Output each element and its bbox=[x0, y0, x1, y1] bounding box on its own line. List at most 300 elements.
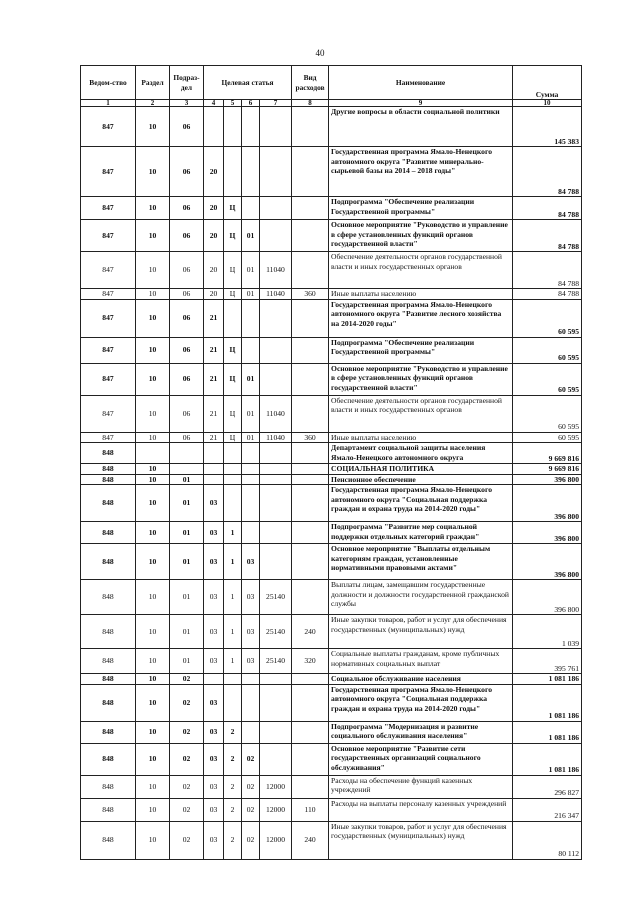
target-activity-cell bbox=[242, 464, 260, 475]
amount-cell: 60 595 bbox=[513, 363, 582, 395]
item-name-cell: Иные закупки товаров, работ и услуг для обеспечения государственных (муниципальных) нужд bbox=[329, 615, 513, 649]
item-name-cell: Государственная программа Ямало-Ненецкого автономного округа "Развитие лесного хозяйства на 2014-2020 годы" bbox=[329, 299, 513, 337]
target-subprogram-cell: 1 bbox=[224, 580, 242, 615]
dept-cell: 848 bbox=[81, 649, 136, 674]
expense-type-cell bbox=[292, 474, 329, 485]
item-name-cell: Обеспечение деятельности органов государственной власти и иных государственных органов bbox=[329, 252, 513, 289]
amount-cell: 396 800 bbox=[513, 522, 582, 544]
item-name-cell: Пенсионное обеспечение bbox=[329, 474, 513, 485]
table-row bbox=[81, 485, 582, 522]
target-activity-cell: 01 bbox=[242, 289, 260, 300]
target-program-cell: 03 bbox=[204, 580, 224, 615]
dept-cell: 847 bbox=[81, 363, 136, 395]
amount-cell: 1 081 186 bbox=[513, 743, 582, 775]
section-cell: 10 bbox=[136, 299, 170, 337]
dept-cell: 848 bbox=[81, 821, 136, 859]
amount-cell: 9 669 816 bbox=[513, 443, 582, 464]
target-direction-cell bbox=[260, 337, 292, 363]
target-subprogram-cell: 2 bbox=[224, 775, 242, 798]
dept-cell: 847 bbox=[81, 147, 136, 197]
subsection-cell: 06 bbox=[170, 395, 204, 432]
amount-cell: 1 081 186 bbox=[513, 674, 582, 685]
dept-cell: 847 bbox=[81, 299, 136, 337]
table-row bbox=[81, 474, 582, 485]
target-program-cell: 03 bbox=[204, 615, 224, 649]
subsection-cell: 01 bbox=[170, 522, 204, 544]
target-activity-cell bbox=[242, 107, 260, 147]
section-cell: 10 bbox=[136, 337, 170, 363]
expense-type-cell: 240 bbox=[292, 821, 329, 859]
expense-type-cell: 240 bbox=[292, 615, 329, 649]
target-activity-cell: 01 bbox=[242, 432, 260, 443]
target-activity-cell: 01 bbox=[242, 363, 260, 395]
expense-type-cell bbox=[292, 220, 329, 252]
target-subprogram-cell: 1 bbox=[224, 615, 242, 649]
target-direction-cell: 25140 bbox=[260, 615, 292, 649]
item-name-cell: Расходы на обеспечение функций казенных учреждений bbox=[329, 775, 513, 798]
subsection-cell: 06 bbox=[170, 363, 204, 395]
item-name-cell: Государственная программа Ямало-Ненецкого автономного округа "Социальная поддержка граждан и охрана труда на 2014-2020 годы" bbox=[329, 684, 513, 721]
amount-cell: 80 112 bbox=[513, 821, 582, 859]
item-name-cell: Иные закупки товаров, работ и услуг для обеспечения государственных (муниципальных) нужд bbox=[329, 821, 513, 859]
target-program-cell bbox=[204, 464, 224, 475]
expense-type-cell bbox=[292, 395, 329, 432]
section-cell: 10 bbox=[136, 544, 170, 580]
column-number: 9 bbox=[329, 100, 513, 107]
target-direction-cell bbox=[260, 474, 292, 485]
subsection-cell: 06 bbox=[170, 197, 204, 220]
column-number: 5 bbox=[224, 100, 242, 107]
item-name-cell: Расходы на выплаты персоналу казенных учреждений bbox=[329, 798, 513, 821]
expense-type-cell bbox=[292, 443, 329, 464]
amount-cell: 396 800 bbox=[513, 580, 582, 615]
table-row bbox=[81, 464, 582, 475]
table-row bbox=[81, 363, 582, 395]
column-number: 3 bbox=[170, 100, 204, 107]
target-program-cell bbox=[204, 474, 224, 485]
item-name-cell: Иные выплаты населению bbox=[329, 289, 513, 300]
target-subprogram-cell bbox=[224, 474, 242, 485]
table-row bbox=[81, 432, 582, 443]
target-subprogram-cell: Ц bbox=[224, 363, 242, 395]
section-cell: 10 bbox=[136, 522, 170, 544]
expense-type-cell: 320 bbox=[292, 649, 329, 674]
dept-cell: 848 bbox=[81, 684, 136, 721]
amount-cell: 1 081 186 bbox=[513, 721, 582, 743]
dept-cell: 848 bbox=[81, 580, 136, 615]
table-row bbox=[81, 721, 582, 743]
column-number: 1 bbox=[81, 100, 136, 107]
target-activity-cell: 03 bbox=[242, 544, 260, 580]
amount-cell: 396 800 bbox=[513, 544, 582, 580]
table-row bbox=[81, 395, 582, 432]
subsection-cell bbox=[170, 464, 204, 475]
subsection-cell: 02 bbox=[170, 775, 204, 798]
dept-cell: 848 bbox=[81, 721, 136, 743]
item-name-cell: Государственная программа Ямало-Ненецкого автономного округа "Развитие минерально-сырьевой базы на 2014 – 2018 годы" bbox=[329, 147, 513, 197]
amount-cell: 216 347 bbox=[513, 798, 582, 821]
header-section: Раздел bbox=[136, 66, 170, 100]
subsection-cell: 06 bbox=[170, 107, 204, 147]
target-subprogram-cell: Ц bbox=[224, 197, 242, 220]
section-cell: 10 bbox=[136, 395, 170, 432]
target-direction-cell bbox=[260, 147, 292, 197]
target-direction-cell bbox=[260, 674, 292, 685]
expense-type-cell: 360 bbox=[292, 432, 329, 443]
dept-cell: 848 bbox=[81, 474, 136, 485]
column-number: 10 bbox=[513, 100, 582, 107]
table-row bbox=[81, 798, 582, 821]
target-direction-cell bbox=[260, 485, 292, 522]
subsection-cell: 06 bbox=[170, 147, 204, 197]
target-program-cell: 03 bbox=[204, 649, 224, 674]
target-program-cell: 20 bbox=[204, 220, 224, 252]
target-subprogram-cell: Ц bbox=[224, 220, 242, 252]
target-program-cell: 20 bbox=[204, 289, 224, 300]
dept-cell: 847 bbox=[81, 220, 136, 252]
section-cell: 10 bbox=[136, 649, 170, 674]
target-activity-cell bbox=[242, 147, 260, 197]
dept-cell: 847 bbox=[81, 197, 136, 220]
table-row bbox=[81, 147, 582, 197]
item-name-cell: Департамент социальной защиты населения Ямало-Ненецкого автономного округа bbox=[329, 443, 513, 464]
table-row bbox=[81, 821, 582, 859]
target-subprogram-cell bbox=[224, 147, 242, 197]
target-program-cell: 20 bbox=[204, 252, 224, 289]
column-number: 4 bbox=[204, 100, 224, 107]
target-direction-cell bbox=[260, 363, 292, 395]
subsection-cell: 02 bbox=[170, 674, 204, 685]
header-dept: Ведом-ство bbox=[81, 66, 136, 100]
target-program-cell: 03 bbox=[204, 775, 224, 798]
subsection-cell bbox=[170, 443, 204, 464]
dept-cell: 847 bbox=[81, 432, 136, 443]
section-cell: 10 bbox=[136, 474, 170, 485]
table-row bbox=[81, 252, 582, 289]
table-row bbox=[81, 197, 582, 220]
item-name-cell: Основное мероприятие "Руководство и управление в сфере установленных функций органов государственной власти" bbox=[329, 363, 513, 395]
header-exp-type: Вид расходов bbox=[292, 66, 329, 100]
target-activity-cell bbox=[242, 197, 260, 220]
expense-type-cell bbox=[292, 485, 329, 522]
table-row bbox=[81, 299, 582, 337]
subsection-cell: 01 bbox=[170, 474, 204, 485]
target-program-cell: 20 bbox=[204, 147, 224, 197]
item-name-cell: Государственная программа Ямало-Ненецкого автономного округа "Социальная поддержка граждан и охрана труда на 2014-2020 годы" bbox=[329, 485, 513, 522]
dept-cell: 848 bbox=[81, 743, 136, 775]
target-program-cell: 03 bbox=[204, 721, 224, 743]
target-direction-cell bbox=[260, 197, 292, 220]
subsection-cell: 06 bbox=[170, 220, 204, 252]
item-name-cell: Основное мероприятие "Руководство и управление в сфере установленных функций органов государственной власти" bbox=[329, 220, 513, 252]
expense-type-cell: 360 bbox=[292, 289, 329, 300]
subsection-cell: 06 bbox=[170, 299, 204, 337]
expense-type-cell bbox=[292, 743, 329, 775]
amount-cell: 60 595 bbox=[513, 432, 582, 443]
amount-cell: 1 039 bbox=[513, 615, 582, 649]
column-number-row bbox=[81, 100, 582, 107]
section-cell: 10 bbox=[136, 580, 170, 615]
subsection-cell: 06 bbox=[170, 432, 204, 443]
target-activity-cell bbox=[242, 485, 260, 522]
section-cell: 10 bbox=[136, 798, 170, 821]
table-row bbox=[81, 580, 582, 615]
target-program-cell: 03 bbox=[204, 743, 224, 775]
item-name-cell: Иные выплаты населению bbox=[329, 432, 513, 443]
section-cell: 10 bbox=[136, 464, 170, 475]
expense-type-cell bbox=[292, 522, 329, 544]
item-name-cell: Подпрограмма "Модернизация и развитие социального обслуживания населения" bbox=[329, 721, 513, 743]
dept-cell: 848 bbox=[81, 544, 136, 580]
amount-cell: 145 383 bbox=[513, 107, 582, 147]
target-program-cell: 21 bbox=[204, 395, 224, 432]
target-activity-cell bbox=[242, 721, 260, 743]
target-direction-cell bbox=[260, 684, 292, 721]
target-direction-cell bbox=[260, 743, 292, 775]
target-subprogram-cell: Ц bbox=[224, 395, 242, 432]
page-number: 40 bbox=[315, 48, 325, 58]
target-program-cell: 03 bbox=[204, 522, 224, 544]
target-activity-cell bbox=[242, 522, 260, 544]
target-subprogram-cell: 2 bbox=[224, 821, 242, 859]
table-row bbox=[81, 743, 582, 775]
section-cell: 10 bbox=[136, 289, 170, 300]
amount-cell: 395 761 bbox=[513, 649, 582, 674]
table-row bbox=[81, 649, 582, 674]
target-program-cell bbox=[204, 443, 224, 464]
expense-type-cell bbox=[292, 107, 329, 147]
subsection-cell: 06 bbox=[170, 252, 204, 289]
target-subprogram-cell: Ц bbox=[224, 252, 242, 289]
table-row bbox=[81, 615, 582, 649]
column-number: 6 bbox=[242, 100, 260, 107]
target-program-cell: 03 bbox=[204, 544, 224, 580]
amount-cell: 84 788 bbox=[513, 197, 582, 220]
dept-cell: 848 bbox=[81, 443, 136, 464]
target-activity-cell: 01 bbox=[242, 252, 260, 289]
target-subprogram-cell bbox=[224, 485, 242, 522]
target-subprogram-cell: Ц bbox=[224, 337, 242, 363]
item-name-cell: Социальные выплаты гражданам, кроме публичных нормативных социальных выплат bbox=[329, 649, 513, 674]
target-program-cell: 03 bbox=[204, 821, 224, 859]
table-row bbox=[81, 220, 582, 252]
target-activity-cell bbox=[242, 299, 260, 337]
header-subsection: Подраз-дел bbox=[170, 66, 204, 100]
dept-cell: 847 bbox=[81, 289, 136, 300]
header-name: Наименование bbox=[329, 66, 513, 100]
target-subprogram-cell: 2 bbox=[224, 798, 242, 821]
target-subprogram-cell: 2 bbox=[224, 721, 242, 743]
dept-cell: 848 bbox=[81, 798, 136, 821]
target-subprogram-cell bbox=[224, 464, 242, 475]
section-cell: 10 bbox=[136, 775, 170, 798]
section-cell: 10 bbox=[136, 684, 170, 721]
item-name-cell: Подпрограмма "Обеспечение реализации Государственной программы" bbox=[329, 197, 513, 220]
amount-cell: 60 595 bbox=[513, 299, 582, 337]
target-subprogram-cell: 1 bbox=[224, 649, 242, 674]
amount-cell: 60 595 bbox=[513, 395, 582, 432]
target-direction-cell: 11040 bbox=[260, 395, 292, 432]
target-subprogram-cell bbox=[224, 299, 242, 337]
target-direction-cell bbox=[260, 544, 292, 580]
dept-cell: 847 bbox=[81, 337, 136, 363]
expense-type-cell bbox=[292, 775, 329, 798]
target-subprogram-cell: Ц bbox=[224, 432, 242, 443]
expense-type-cell bbox=[292, 580, 329, 615]
table-row bbox=[81, 674, 582, 685]
target-direction-cell bbox=[260, 464, 292, 475]
dept-cell: 848 bbox=[81, 674, 136, 685]
section-cell: 10 bbox=[136, 252, 170, 289]
amount-cell: 84 788 bbox=[513, 252, 582, 289]
target-subprogram-cell bbox=[224, 107, 242, 147]
subsection-cell: 02 bbox=[170, 743, 204, 775]
amount-cell: 84 788 bbox=[513, 289, 582, 300]
item-name-cell: Основное мероприятие "Выплаты отдельным категориям граждан, установленные нормативными правовыми актами" bbox=[329, 544, 513, 580]
target-program-cell: 03 bbox=[204, 684, 224, 721]
subsection-cell: 06 bbox=[170, 337, 204, 363]
target-activity-cell: 03 bbox=[242, 580, 260, 615]
target-subprogram-cell: 1 bbox=[224, 522, 242, 544]
section-cell: 10 bbox=[136, 743, 170, 775]
subsection-cell: 02 bbox=[170, 798, 204, 821]
target-activity-cell bbox=[242, 474, 260, 485]
expense-type-cell bbox=[292, 721, 329, 743]
target-activity-cell: 02 bbox=[242, 821, 260, 859]
target-activity-cell: 02 bbox=[242, 798, 260, 821]
section-cell: 10 bbox=[136, 615, 170, 649]
expense-type-cell bbox=[292, 197, 329, 220]
header-amount: Сумма bbox=[513, 66, 582, 100]
amount-cell: 9 669 816 bbox=[513, 464, 582, 475]
section-cell: 10 bbox=[136, 197, 170, 220]
subsection-cell: 01 bbox=[170, 485, 204, 522]
target-direction-cell bbox=[260, 299, 292, 337]
dept-cell: 847 bbox=[81, 252, 136, 289]
table-row bbox=[81, 289, 582, 300]
amount-cell: 84 788 bbox=[513, 220, 582, 252]
target-activity-cell: 02 bbox=[242, 775, 260, 798]
target-direction-cell bbox=[260, 443, 292, 464]
header-target: Целевая статья bbox=[204, 66, 292, 100]
subsection-cell: 01 bbox=[170, 580, 204, 615]
table-row bbox=[81, 443, 582, 464]
target-activity-cell bbox=[242, 684, 260, 721]
target-subprogram-cell bbox=[224, 443, 242, 464]
expense-type-cell bbox=[292, 464, 329, 475]
section-cell: 10 bbox=[136, 821, 170, 859]
target-direction-cell: 11040 bbox=[260, 252, 292, 289]
subsection-cell: 01 bbox=[170, 649, 204, 674]
item-name-cell: Социальное обслуживание населения bbox=[329, 674, 513, 685]
target-program-cell bbox=[204, 674, 224, 685]
budget-table bbox=[80, 65, 582, 860]
section-cell: 10 bbox=[136, 721, 170, 743]
dept-cell: 847 bbox=[81, 107, 136, 147]
target-direction-cell bbox=[260, 220, 292, 252]
target-activity-cell bbox=[242, 337, 260, 363]
table-row bbox=[81, 337, 582, 363]
subsection-cell: 06 bbox=[170, 289, 204, 300]
section-cell: 10 bbox=[136, 220, 170, 252]
item-name-cell: Основное мероприятие "Развитие сети государственных организаций социального обслуживания" bbox=[329, 743, 513, 775]
target-program-cell bbox=[204, 107, 224, 147]
table-row bbox=[81, 107, 582, 147]
item-name-cell: Обеспечение деятельности органов государственной власти и иных государственных органов bbox=[329, 395, 513, 432]
table-row bbox=[81, 544, 582, 580]
target-direction-cell: 11040 bbox=[260, 289, 292, 300]
item-name-cell: Подпрограмма "Обеспечение реализации Государственной программы" bbox=[329, 337, 513, 363]
amount-cell: 60 595 bbox=[513, 337, 582, 363]
target-direction-cell bbox=[260, 107, 292, 147]
section-cell: 10 bbox=[136, 147, 170, 197]
dept-cell: 848 bbox=[81, 775, 136, 798]
target-activity-cell bbox=[242, 443, 260, 464]
item-name-cell: СОЦИАЛЬНАЯ ПОЛИТИКА bbox=[329, 464, 513, 475]
target-program-cell: 21 bbox=[204, 299, 224, 337]
target-direction-cell: 12000 bbox=[260, 821, 292, 859]
target-program-cell: 21 bbox=[204, 432, 224, 443]
target-program-cell: 03 bbox=[204, 485, 224, 522]
target-subprogram-cell: 2 bbox=[224, 743, 242, 775]
subsection-cell: 02 bbox=[170, 721, 204, 743]
target-activity-cell: 03 bbox=[242, 649, 260, 674]
target-direction-cell: 25140 bbox=[260, 580, 292, 615]
item-name-cell: Подпрограмма "Развитие мер социальной поддержки отдельных категорий граждан" bbox=[329, 522, 513, 544]
dept-cell: 848 bbox=[81, 615, 136, 649]
target-direction-cell: 12000 bbox=[260, 798, 292, 821]
dept-cell: 848 bbox=[81, 485, 136, 522]
column-number: 2 bbox=[136, 100, 170, 107]
amount-cell: 296 827 bbox=[513, 775, 582, 798]
expense-type-cell bbox=[292, 147, 329, 197]
expense-type-cell bbox=[292, 544, 329, 580]
table-row bbox=[81, 684, 582, 721]
target-subprogram-cell bbox=[224, 684, 242, 721]
table-body bbox=[81, 107, 582, 860]
target-program-cell: 21 bbox=[204, 363, 224, 395]
expense-type-cell bbox=[292, 337, 329, 363]
target-activity-cell: 01 bbox=[242, 220, 260, 252]
target-direction-cell: 12000 bbox=[260, 775, 292, 798]
target-subprogram-cell: 1 bbox=[224, 544, 242, 580]
subsection-cell: 02 bbox=[170, 684, 204, 721]
target-activity-cell: 01 bbox=[242, 395, 260, 432]
expense-type-cell bbox=[292, 674, 329, 685]
dept-cell: 848 bbox=[81, 464, 136, 475]
target-direction-cell bbox=[260, 721, 292, 743]
target-activity-cell bbox=[242, 674, 260, 685]
section-cell bbox=[136, 443, 170, 464]
dept-cell: 848 bbox=[81, 522, 136, 544]
table-row bbox=[81, 522, 582, 544]
section-cell: 10 bbox=[136, 674, 170, 685]
subsection-cell: 01 bbox=[170, 544, 204, 580]
expense-type-cell bbox=[292, 299, 329, 337]
table-row bbox=[81, 775, 582, 798]
target-direction-cell: 11040 bbox=[260, 432, 292, 443]
target-activity-cell: 03 bbox=[242, 615, 260, 649]
target-direction-cell bbox=[260, 522, 292, 544]
expense-type-cell: 110 bbox=[292, 798, 329, 821]
section-cell: 10 bbox=[136, 432, 170, 443]
dept-cell: 847 bbox=[81, 395, 136, 432]
subsection-cell: 02 bbox=[170, 821, 204, 859]
target-program-cell: 21 bbox=[204, 337, 224, 363]
amount-cell: 396 800 bbox=[513, 474, 582, 485]
column-number: 8 bbox=[292, 100, 329, 107]
section-cell: 10 bbox=[136, 107, 170, 147]
